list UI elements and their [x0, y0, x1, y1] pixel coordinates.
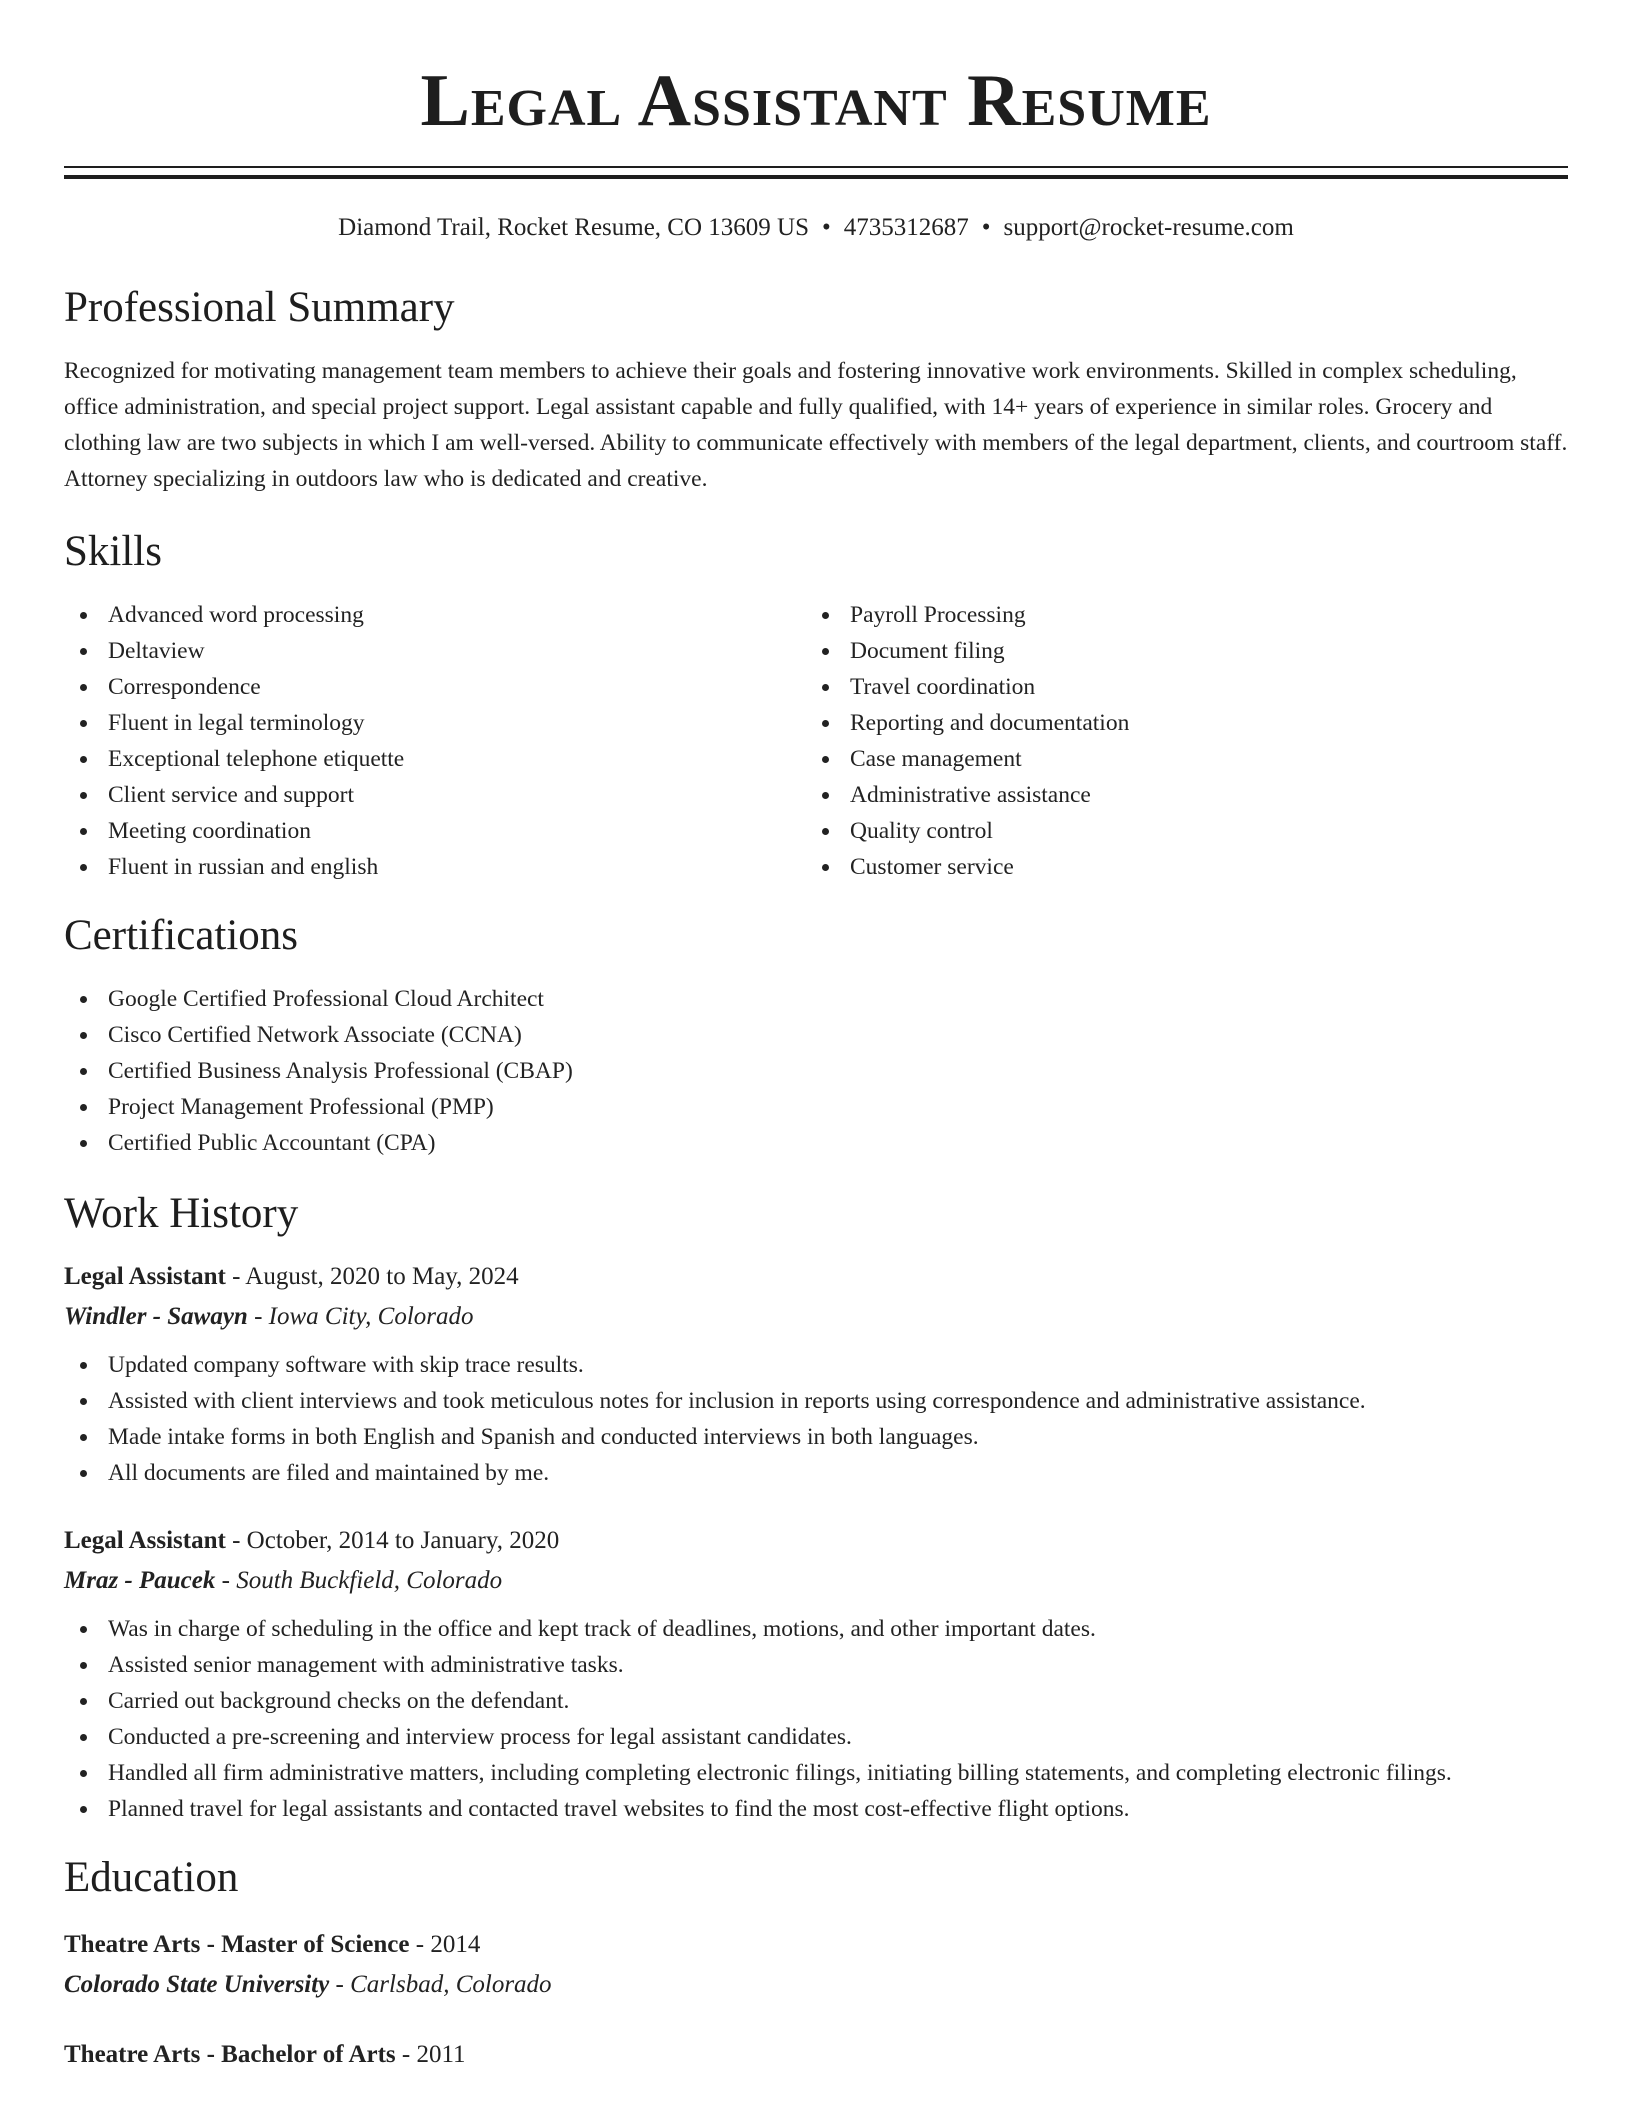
skills-heading: Skills — [64, 528, 162, 575]
contact-line — [64, 213, 1568, 243]
title-divider-thick — [64, 175, 1568, 179]
company-name: Windler - Sawayn — [64, 1303, 248, 1330]
job-duty: Handled all firm administrative matters, including completing electronic filings, initiating billing statements, and completing electronic filings. — [64, 1755, 1568, 1791]
skills-left-column — [64, 597, 806, 885]
contact-phone: 4735312687 — [843, 214, 969, 241]
skill-item: Payroll Processing — [806, 597, 1548, 633]
job-dates: - October, 2014 to January, 2020 — [225, 1527, 560, 1554]
resume-title: Legal Assistant Resume — [420, 60, 1212, 142]
skill-item: Quality control — [806, 813, 1548, 849]
skill-item: Document filing — [806, 633, 1548, 669]
job-duty: Assisted senior management with administrative tasks. — [64, 1647, 1568, 1683]
contact-email: support@rocket-resume.com — [1003, 214, 1294, 241]
company-location: - South Buckfield, Colorado — [215, 1567, 503, 1594]
job-duty: Updated company software with skip trace results. — [64, 1347, 1568, 1383]
skill-item: Fluent in russian and english — [64, 849, 806, 885]
job-duty: Made intake forms in both English and Spanish and conducted interviews in both languages. — [64, 1419, 1568, 1455]
certifications-list — [64, 981, 1568, 1161]
skill-item: Travel coordination — [806, 669, 1548, 705]
resume-page — [64, 0, 1568, 2075]
job-duty: Was in charge of scheduling in the office and kept track of deadlines, motions, and other important dates. — [64, 1611, 1568, 1647]
work-history-heading: Work History — [64, 1190, 299, 1237]
certification-item: Cisco Certified Network Associate (CCNA) — [64, 1017, 1568, 1053]
degree-name: Theatre Arts - Master of Science — [64, 1931, 410, 1958]
degree-line — [64, 2035, 1568, 2075]
company-line — [64, 1561, 1568, 1601]
job-duty: Assisted with client interviews and took meticulous notes for inclusion in reports using correspondence and administrative assistance. — [64, 1383, 1568, 1419]
job-title: Legal Assistant — [64, 1527, 226, 1554]
job-title: Legal Assistant — [64, 1263, 226, 1290]
summary-heading: Professional Summary — [64, 284, 455, 331]
certification-item: Project Management Professional (PMP) — [64, 1089, 1568, 1125]
certification-item: Certified Business Analysis Professional (CBAP) — [64, 1053, 1568, 1089]
summary-text: Recognized for motivating management team members to achieve their goals and fostering innovative work environments. Skilled in complex scheduling, office administration, and special project support. Legal assistant capable and fully qualified, with 14+ years of experience in similar roles. Grocery and clothing law are two subjects in which I am well-versed. Ability to communicate effectively with members of the legal department, clients, and courtroom staff. Attorney specializing in outdoors law who is dedicated and creative. — [64, 358, 1568, 492]
skill-item: Customer service — [806, 849, 1548, 885]
job-duty: Conducted a pre-screening and interview process for legal assistant candidates. — [64, 1719, 1568, 1755]
skill-item: Deltaview — [64, 633, 806, 669]
school-name: Colorado State University — [64, 1971, 330, 1998]
title-divider-thin — [64, 166, 1568, 168]
job-entry — [64, 1521, 1568, 1827]
school-location: - Carlsbad, Colorado — [329, 1971, 552, 1998]
separator-dot: • — [981, 214, 991, 241]
skill-item: Exceptional telephone etiquette — [64, 741, 806, 777]
company-line — [64, 1297, 1568, 1337]
degree-line — [64, 1925, 1568, 1965]
skills-right-column — [806, 597, 1548, 885]
skill-item: Advanced word processing — [64, 597, 806, 633]
degree-year: - 2011 — [395, 2041, 466, 2068]
education-entry — [64, 1925, 1568, 2005]
skill-item: Correspondence — [64, 669, 806, 705]
skill-item: Meeting coordination — [64, 813, 806, 849]
skill-item: Client service and support — [64, 777, 806, 813]
education-entry — [64, 2035, 1568, 2075]
contact-address: Diamond Trail, Rocket Resume, CO 13609 US — [338, 214, 809, 241]
certifications-heading: Certifications — [64, 912, 299, 959]
skill-item: Case management — [806, 741, 1548, 777]
job-title-line — [64, 1521, 1568, 1561]
skill-item: Fluent in legal terminology — [64, 705, 806, 741]
job-title-line — [64, 1257, 1568, 1297]
skills-grid — [64, 597, 1568, 885]
school-line — [64, 1965, 1568, 2005]
skill-item: Reporting and documentation — [806, 705, 1548, 741]
company-name: Mraz - Paucek — [64, 1567, 216, 1594]
education-heading: Education — [64, 1854, 239, 1901]
job-duties-list — [64, 1347, 1568, 1491]
job-dates: - August, 2020 to May, 2024 — [225, 1263, 519, 1290]
job-duty: Carried out background checks on the defendant. — [64, 1683, 1568, 1719]
degree-name: Theatre Arts - Bachelor of Arts — [64, 2041, 396, 2068]
certification-item: Google Certified Professional Cloud Architect — [64, 981, 1568, 1017]
company-location: - Iowa City, Colorado — [247, 1303, 474, 1330]
separator-dot: • — [822, 214, 831, 241]
job-duty: All documents are filed and maintained by me. — [64, 1455, 1568, 1491]
certification-item: Certified Public Accountant (CPA) — [64, 1125, 1568, 1161]
skill-item: Administrative assistance — [806, 777, 1548, 813]
job-duties-list — [64, 1611, 1568, 1827]
job-entry — [64, 1257, 1568, 1491]
job-duty: Planned travel for legal assistants and contacted travel websites to find the most cost-effective flight options. — [64, 1791, 1568, 1827]
degree-year: - 2014 — [409, 1931, 481, 1958]
